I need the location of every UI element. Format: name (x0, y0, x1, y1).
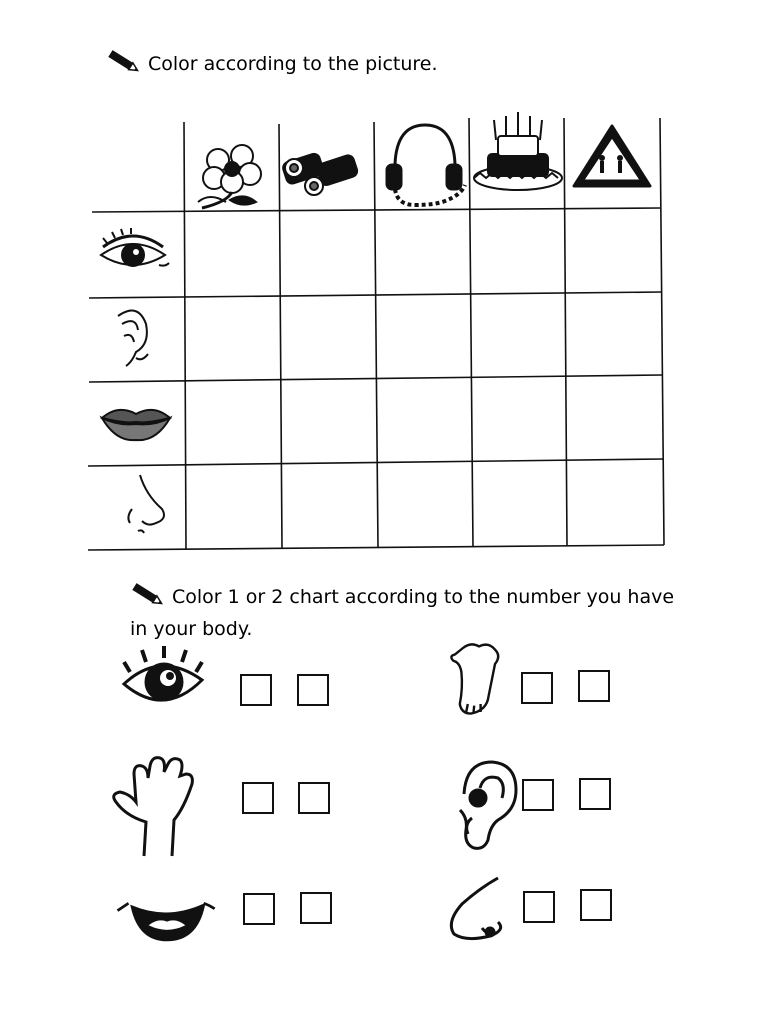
eye-count-2-box[interactable] (297, 674, 329, 706)
eye-count-1-box[interactable] (240, 674, 272, 706)
instruction-1-text: Color according to the picture. (148, 53, 438, 75)
headphones-icon (387, 125, 465, 205)
mouth-count-1-box[interactable] (243, 893, 275, 925)
ear-icon (118, 311, 148, 366)
grid-cell-ear-binoculars[interactable] (283, 297, 374, 377)
hand-count-1-box[interactable] (242, 782, 274, 814)
cake-icon (474, 112, 562, 190)
warning-sign-icon (574, 126, 650, 186)
instruction-2-text: Color 1 or 2 chart according to the number you have in your body. (130, 586, 675, 640)
grid-cell-ear-cake[interactable] (473, 297, 564, 377)
grid-cell-nose-headphones[interactable] (378, 464, 469, 545)
grid-cell-eye-cake[interactable] (473, 212, 564, 293)
grid-cell-nose-binoculars[interactable] (283, 464, 374, 545)
grid-cell-nose-cake[interactable] (473, 464, 564, 545)
grid-cell-lips-binoculars[interactable] (283, 381, 374, 460)
foot-count-2-box[interactable] (578, 670, 610, 702)
hand-count-2-box[interactable] (298, 782, 330, 814)
grid-cell-ear-headphones[interactable] (378, 297, 469, 377)
mouth-icon (112, 882, 222, 952)
binoculars-icon (282, 152, 359, 195)
grid-cell-lips-warning-sign[interactable] (568, 381, 660, 460)
grid-cell-ear-flower[interactable] (188, 297, 279, 377)
ear-count-1-box[interactable] (522, 779, 554, 811)
hand-icon (104, 752, 214, 858)
nose-count-2-box[interactable] (580, 889, 612, 921)
grid-cell-nose-flower[interactable] (188, 464, 279, 545)
grid-cell-eye-headphones[interactable] (378, 212, 469, 293)
lips-icon (102, 410, 170, 440)
flower-icon (198, 145, 261, 208)
grid-cell-ear-warning-sign[interactable] (568, 297, 660, 377)
grid-cell-eye-warning-sign[interactable] (568, 212, 660, 293)
grid-cell-eye-flower[interactable] (188, 212, 279, 293)
grid-cell-lips-headphones[interactable] (378, 381, 469, 460)
nose-icon (128, 475, 164, 533)
eye-icon (101, 228, 169, 266)
nose-count-1-box[interactable] (523, 891, 555, 923)
instruction-2 (130, 583, 690, 643)
pencil-icon (130, 583, 166, 615)
ear-count-2-box[interactable] (579, 778, 611, 810)
grid-cell-nose-warning-sign[interactable] (568, 464, 660, 545)
eye-icon (110, 640, 220, 720)
foot-count-1-box[interactable] (521, 672, 553, 704)
grid-cell-eye-binoculars[interactable] (283, 212, 374, 293)
mouth-count-2-box[interactable] (300, 892, 332, 924)
grid-cell-lips-cake[interactable] (473, 381, 564, 460)
grid-cell-lips-flower[interactable] (188, 381, 279, 460)
